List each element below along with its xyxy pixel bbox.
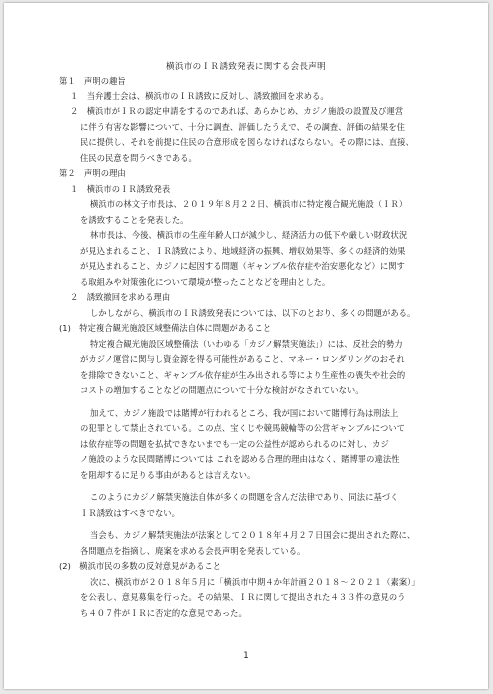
text-line: の犯罪として禁止されている。この点、宝くじや競馬競輪等の公営ギャンブルについて [80, 423, 406, 433]
text-line: を阻却するに足りる事由があるとは言えない。 [80, 470, 256, 480]
text-line: このようにカジノ解禁実施法自体が多くの問題を含んだ法律であり、同法に基づく [90, 492, 399, 502]
text-line: 住民の民意を問うべきである。 [80, 153, 197, 163]
text-line: しかしながら、横浜市のＩＲ誘致発表については、以下のとおり、多くの問題がある。 [90, 308, 416, 318]
text-line: 各問題点を指摘し、廃案を求める会長声明を発表している。 [80, 546, 306, 556]
text-line: を誘致することを発表した。 [80, 215, 189, 225]
text-line: ノ施設のような民間賭博については これを認める合理的理由はなく、賭博罪の違法性 [80, 454, 400, 464]
text-line: コストの増加することなどの問題点について十分な検討がなされていない。 [80, 385, 364, 395]
text-line: を排除できないこと、ギャンブル依存症が生み出される等により生産性の喪失や社会的 [80, 370, 406, 380]
point-heading: (2) 横浜市民の多数の反対意見があること [59, 561, 222, 571]
subsection-heading: ２ 誘致撤回を求める理由 [70, 292, 171, 302]
subsection-heading: １ 横浜市のＩＲ誘致発表 [70, 184, 171, 194]
document-title: 横浜市のＩＲ誘致発表に関する会長声明 [165, 62, 327, 72]
text-line: 次に、横浜市が２０１８年５月に「横浜市中期４か年計画２０１８～２０２１（素案）」 [90, 577, 420, 587]
text-line: がカジノ運営に関与し資金源を得る可能性があること、マネー・ロンダリングのおそれ [80, 354, 405, 364]
text-line: ２ 横浜市がＩＲの認定申請をするのであれば、あらかじめ、カジノ施設の設置及び運営 [70, 106, 404, 116]
text-line: 横浜市の林文子市長は、２０１９年８月２２日、横浜市に特定複合観光施設（ＩＲ） [90, 199, 408, 209]
text-line: 林市長は、今後、横浜市の生産年齢人口が減少し、経済活力の低下や厳しい財政状況 [90, 230, 408, 240]
text-line: 当会も、カジノ解禁実施法が法案として２０１８年４月２７日国会に提出された際に、 [90, 530, 416, 540]
text-line: 加えて、カジノ施設では賭博が行われるところ、我が国において賭博行為は刑法上 [90, 408, 399, 418]
page-number: 1 [243, 651, 249, 661]
text-line: に伴う有害な影響について、十分に調査、評価したうえで、その調査、評価の結果を住 [80, 122, 406, 132]
section-heading: 第１ 声明の趣旨 [59, 76, 126, 86]
section-heading: 第２ 声明の理由 [59, 168, 126, 178]
text-line: を公表し、意見募集を行った。その結果、ＩＲに関して提出された４３３件の意見のう [80, 592, 406, 602]
text-line: ち４０７件がＩＲに否定的な意見であった。 [80, 608, 247, 618]
point-heading: (1) 特定複合観光施設区域整備法自体に問題があること [59, 323, 272, 333]
text-line: 民に提供し、それを前提に住民の合意形成を図らなければならない。その際には、直接、 [80, 137, 414, 147]
document-page [4, 3, 488, 689]
text-line: が見込まれること、カジノに起因する問題（ギャンブル依存症や治安悪化など）に関す [80, 261, 405, 271]
text-line: は依存症等の問題を払拭できないまでも一定の公益性が認められるのに対し、カジ [80, 439, 389, 449]
text-line: が見込まれること、ＩＲ誘致により、地域経済の振興、増収効果等、多くの経済的効果 [80, 246, 406, 256]
text-line: １ 当弁護士会は、横浜市のＩＲ誘致に反対し、誘致撤回を求める。 [70, 91, 329, 101]
text-line: ＩＲ誘致はすべきでない。 [80, 508, 180, 518]
text-line: 特定複合観光施設区域整備法（いわゆる「カジノ解禁実施法」）には、反社会的勢力 [90, 339, 403, 349]
text-line: る取組みや対策強化について環境が整ったことなどを理由とした。 [80, 277, 331, 287]
